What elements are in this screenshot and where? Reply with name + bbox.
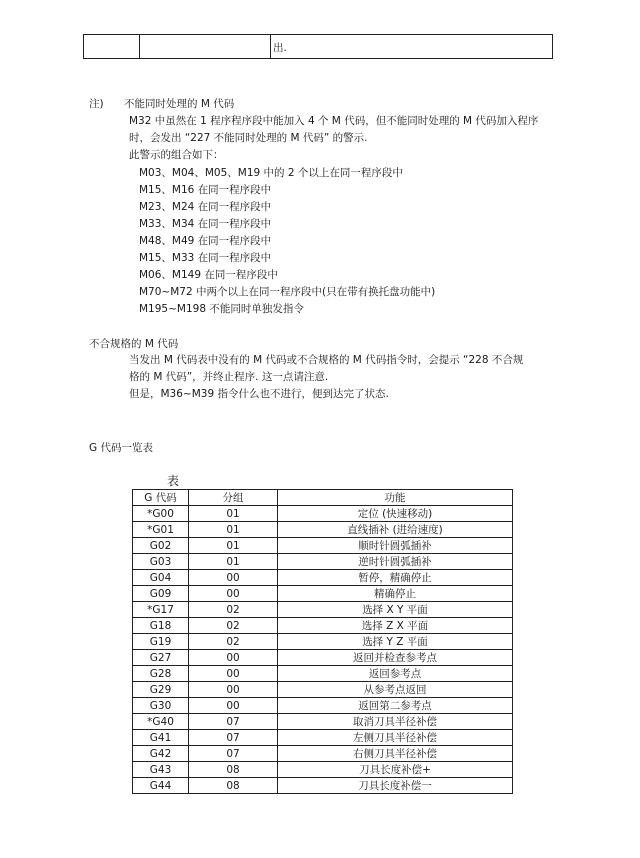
table-row (133, 586, 513, 602)
table-row (133, 506, 513, 522)
section-title: G 代码一览表 (89, 442, 153, 454)
function-cell: 逆时针圆弧插补 (278, 554, 513, 570)
gcode-cell: G18 (133, 618, 189, 634)
function-cell: 返回参考点 (278, 666, 513, 682)
table-row (133, 650, 513, 666)
gcode-table (132, 489, 513, 794)
column-header: 分组 (189, 490, 278, 506)
gcode-cell: *G40 (133, 714, 189, 730)
function-cell: 从参考点返回 (278, 682, 513, 698)
gcode-cell: G04 (133, 570, 189, 586)
function-cell: 右侧刀具半径补偿 (278, 746, 513, 762)
function-cell: 定位 (快速移动) (278, 506, 513, 522)
group-cell: 00 (189, 650, 278, 666)
table-divider (270, 35, 271, 58)
gcode-cell: G09 (133, 586, 189, 602)
combo-item: M03、M04、M05、M19 中的 2 个以上在同一程序段中 (139, 167, 403, 179)
table-row (133, 554, 513, 570)
gcode-cell: G41 (133, 730, 189, 746)
paragraph-line: 但是，M36~M39 指令什么也不进行，便到达完了状态. (129, 388, 389, 400)
note-marker: 注) (89, 98, 104, 110)
table-header-row (133, 490, 513, 506)
gcode-cell: G27 (133, 650, 189, 666)
function-cell: 选择 Y Z 平面 (278, 634, 513, 650)
combo-intro: 此警示的组合如下： (129, 149, 224, 161)
note-title: 不能同时处理的 M 代码 (124, 98, 235, 110)
group-cell: 02 (189, 634, 278, 650)
group-cell: 01 (189, 538, 278, 554)
table-row (133, 762, 513, 778)
function-cell: 取消刀具半径补偿 (278, 714, 513, 730)
group-cell: 00 (189, 570, 278, 586)
table-caption: 表 (167, 474, 180, 488)
group-cell: 01 (189, 554, 278, 570)
table-row (133, 698, 513, 714)
group-cell: 00 (189, 586, 278, 602)
function-cell: 直线插补 (进给速度) (278, 522, 513, 538)
continued-table-row (83, 34, 553, 59)
group-cell: 00 (189, 682, 278, 698)
table-row (133, 746, 513, 762)
table-row (133, 730, 513, 746)
table-row (133, 602, 513, 618)
combo-item: M70~M72 中两个以上在同一程序段中(只在带有换托盘功能中) (139, 286, 436, 298)
function-cell: 选择 X Y 平面 (278, 602, 513, 618)
table-row (133, 570, 513, 586)
group-cell: 07 (189, 746, 278, 762)
combo-item: M33、M34 在同一程序段中 (139, 218, 272, 230)
group-cell: 01 (189, 522, 278, 538)
column-header: 功能 (278, 490, 513, 506)
combo-item: M15、M16 在同一程序段中 (139, 184, 272, 196)
combo-item: M15、M33 在同一程序段中 (139, 252, 272, 264)
group-cell: 02 (189, 602, 278, 618)
group-cell: 00 (189, 666, 278, 682)
table-divider (139, 35, 140, 58)
table-row (133, 666, 513, 682)
section-title: 不合规格的 M 代码 (89, 338, 179, 350)
function-cell: 刀具长度补偿+ (278, 762, 513, 778)
group-cell: 00 (189, 698, 278, 714)
gcode-cell: *G17 (133, 602, 189, 618)
function-cell: 左侧刀具半径补偿 (278, 730, 513, 746)
paragraph-line: 格的 M 代码”，并终止程序. 这一点请注意. (129, 371, 329, 383)
table-row (133, 538, 513, 554)
combo-item: M06、M149 在同一程序段中 (139, 269, 278, 281)
table-row (133, 714, 513, 730)
group-cell: 07 (189, 730, 278, 746)
group-cell: 02 (189, 618, 278, 634)
group-cell: 08 (189, 762, 278, 778)
column-header: G 代码 (133, 490, 189, 506)
combo-item: M195~M198 不能同时单独发指令 (139, 303, 304, 315)
function-cell: 返回并检查参考点 (278, 650, 513, 666)
note-paragraph-line: M32 中虽然在 1 程序程序段中能加入 4 个 M 代码，但不能同时处理的 M 代码加入程序 (129, 115, 539, 127)
group-cell: 08 (189, 778, 278, 794)
gcode-cell: G29 (133, 682, 189, 698)
table-row (133, 618, 513, 634)
table-row (133, 522, 513, 538)
gcode-cell: *G01 (133, 522, 189, 538)
gcode-cell: G28 (133, 666, 189, 682)
note-paragraph-line: 时，会发出 “227 不能同时处理的 M 代码” 的警示. (129, 132, 368, 144)
gcode-cell: G19 (133, 634, 189, 650)
gcode-cell: G02 (133, 538, 189, 554)
table-row (133, 778, 513, 794)
function-cell: 暂停，精确停止 (278, 570, 513, 586)
table-row (133, 682, 513, 698)
function-cell: 精确停止 (278, 586, 513, 602)
combo-item: M48、M49 在同一程序段中 (139, 235, 272, 247)
gcode-cell: G03 (133, 554, 189, 570)
group-cell: 01 (189, 506, 278, 522)
gcode-cell: G43 (133, 762, 189, 778)
function-cell: 返回第二参考点 (278, 698, 513, 714)
function-cell: 刀具长度补偿一 (278, 778, 513, 794)
function-cell: 顺时针圆弧插补 (278, 538, 513, 554)
gcode-cell: G44 (133, 778, 189, 794)
table-cell: 出. (273, 42, 287, 54)
paragraph-line: 当发出 M 代码表中没有的 M 代码或不合规格的 M 代码指令时，会提示 “228 不合规 (129, 354, 524, 366)
group-cell: 07 (189, 714, 278, 730)
function-cell: 选择 Z X 平面 (278, 618, 513, 634)
table-row (133, 634, 513, 650)
gcode-cell: *G00 (133, 506, 189, 522)
gcode-cell: G30 (133, 698, 189, 714)
gcode-cell: G42 (133, 746, 189, 762)
combo-item: M23、M24 在同一程序段中 (139, 201, 272, 213)
